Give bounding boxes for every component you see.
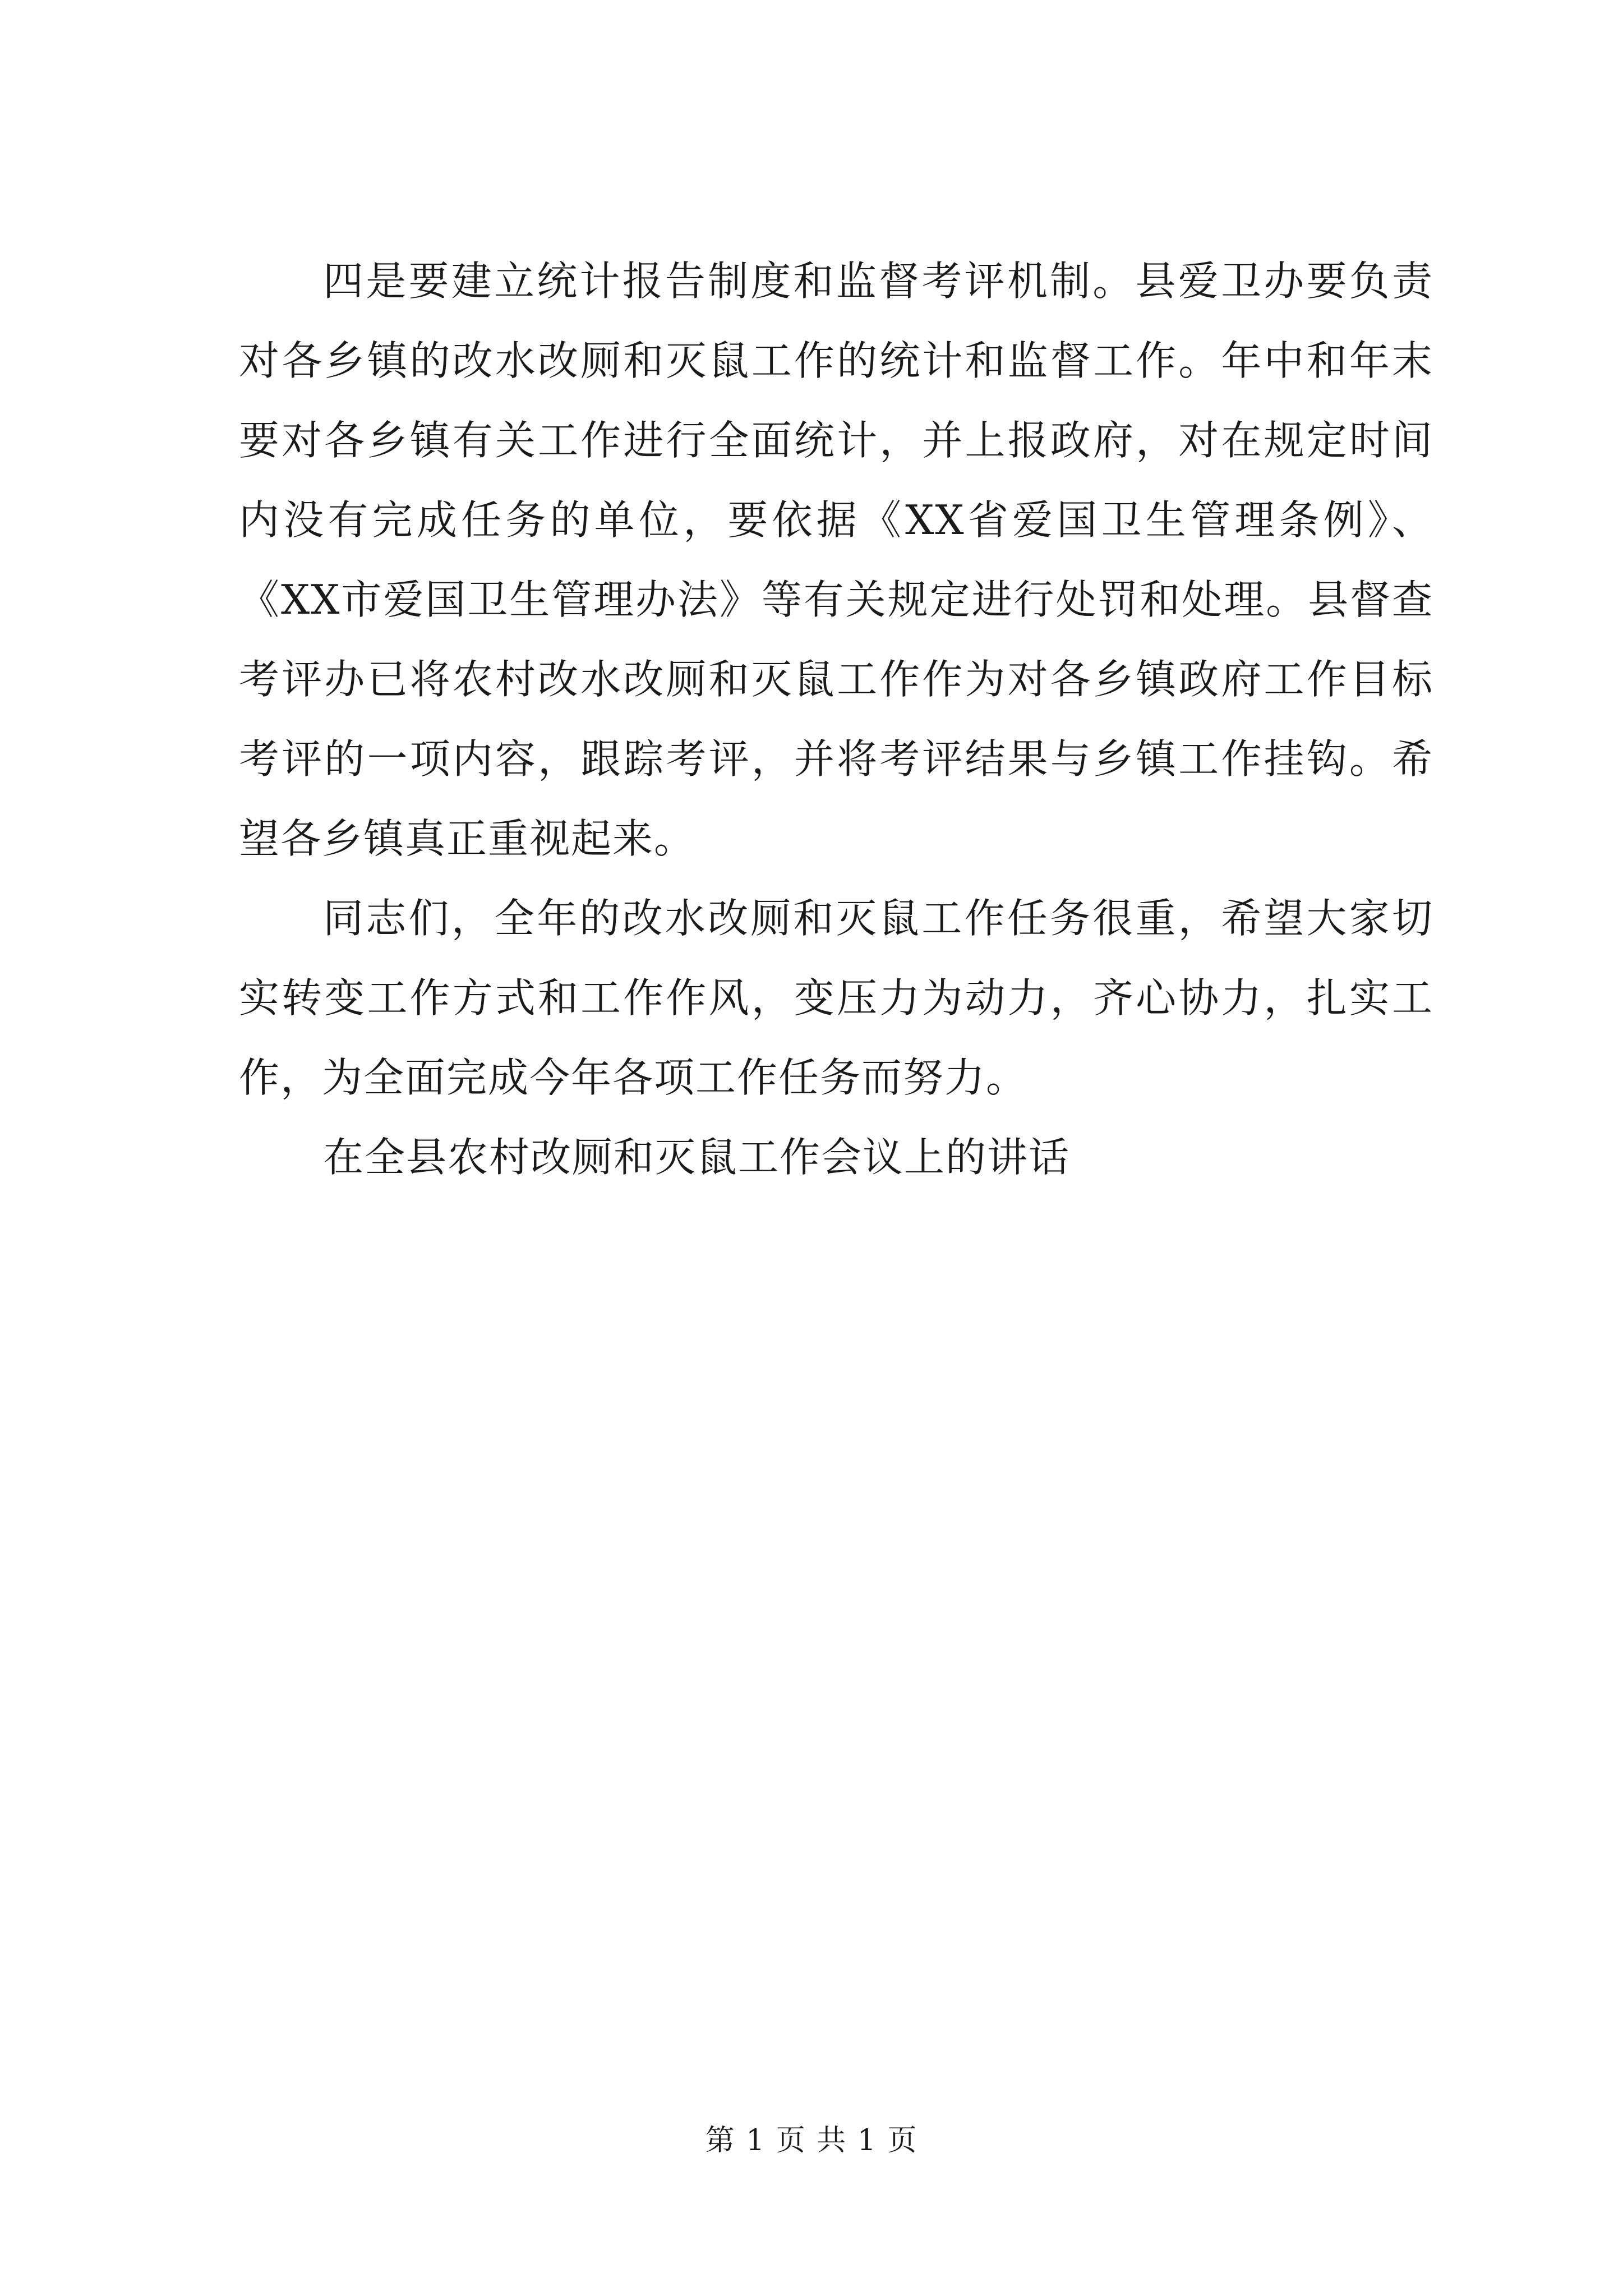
paragraph-supervision-mechanism: 四是要建立统计报告制度和监督考评机制。县爱卫办要负责对各乡镇的改水改厕和灭鼠工作的统计和监督工作。年中和年末要对各乡镇有关工作进行全面统计，并上报政府，对在规定时间内没有完成任务的单位，要依据《XX省爱国卫生管理条例》、《XX市爱国卫生管理办法》等有关规定进行处罚和处理。县督查考评办已将农村改水改厕和灭鼠工作作为对各乡镇政府工作目标考评的一项内容，跟踪考评，并将考评结果与乡镇工作挂钩。希望各乡镇真正重视起来。 [239,257,1433,862]
page-number-indicator: 第 1 页 共 1 页 [705,2124,918,2157]
page-footer [0,2118,1623,2163]
document-body [239,241,1433,1197]
paragraph-speech-title: 在全县农村改厕和灭鼠工作会议上的讲话 [323,1134,1071,1181]
paragraph-closing-remarks: 同志们，全年的改水改厕和灭鼠工作任务很重，希望大家切实转变工作方式和工作作风，变压力为动力，齐心协力，扎实工作，为全面完成今年各项工作任务而努力。 [239,895,1433,1101]
